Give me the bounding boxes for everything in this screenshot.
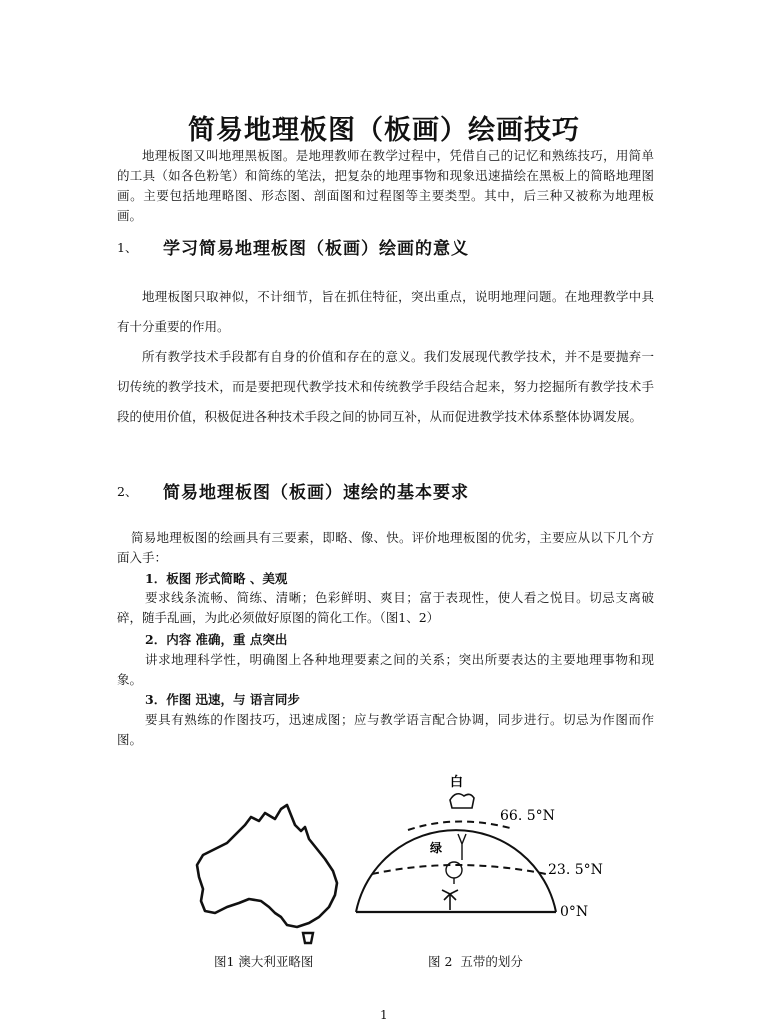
figure-2-five-zones-diagram (350, 770, 630, 945)
requirement-1-text: 要求线条流畅、简练、清晰；色彩鲜明、爽目；富于表现性，使人看之悦目。切忌支离破碎，随手乱画，为此必须做好原图的简化工作。（图1、2） (117, 590, 654, 625)
intro-paragraph: 地理板图又叫地理黑板图。是地理教师在教学过程中，凭借自己的记忆和熟练技巧，用简单的工具（如各色粉笔）和简练的笔法，把复杂的地理事物和现象迅速描绘在黑板上的简略地理图画。主要包括地理略图、形态图、剖面图和过程图等主要类型。其中，后三种又被称为地理板画。 (117, 148, 654, 223)
requirement-3-label: 3．作图 迅速，与 语言同步 (145, 692, 300, 707)
section1-number: 1、 (117, 240, 138, 255)
tasmania-outline (303, 933, 313, 943)
green-zone-label: 绿 (430, 841, 443, 855)
equator-label: 0°N (560, 904, 589, 920)
requirement-2-label: 2．内容 准确，重 点突出 (145, 632, 288, 647)
section1-paragraph-1: 地理板图只取神似，不计细节，旨在抓住特征，突出重点，说明地理问题。在地理教学中具有十分重要的作用。 (117, 289, 654, 334)
figure-2-caption: 图 2 五带的划分 (428, 954, 523, 969)
tree-icon (446, 862, 462, 878)
white-zone-label: 白 (450, 775, 464, 790)
section2-number: 2、 (117, 484, 138, 499)
requirement-1-label: 1．板图 形式简略 、美观 (145, 571, 288, 586)
section2-intro: 简易地理板图的绘画具有三要素，即略、像、快。评价地理板图的优劣，主要应从以下几个方面入手： (117, 530, 654, 565)
requirement-3-text: 要具有熟练的作图技巧，迅速成图；应与教学语言配合协调，同步进行。切忌为作图而作图。 (117, 712, 654, 747)
latitude-23-5-label: 23. 5°N (548, 862, 603, 878)
polar-bear-icon (450, 794, 474, 808)
section1-heading: 学习简易地理板图（板画）绘画的意义 (163, 239, 469, 259)
figure-1-caption: 图1 澳大利亚略图 (214, 954, 314, 969)
section1-paragraph-2: 所有教学技术手段都有自身的价值和存在的意义。我们发展现代教学技术，并不是要抛弃一切传统的教学技术，而是要把现代教学技术和传统教学手段结合起来，努力挖掘所有教学技术手段的使用价值，积极促进各种技术手段之间的协同互补，从而促进教学技术体系整体协调发展。 (117, 349, 654, 424)
section2-heading: 简易地理板图（板画）速绘的基本要求 (163, 483, 469, 503)
document-title: 简易地理板图（板画）绘画技巧 (188, 115, 580, 146)
australia-outline (197, 805, 337, 927)
requirement-2-text: 讲求地理科学性，明确图上各种地理要素之间的关系；突出所要表达的主要地理事物和现象。 (117, 652, 654, 687)
page-number: 1 (380, 1008, 388, 1022)
palm-tree-icon (442, 890, 458, 910)
broadleaf-tree-icon (458, 834, 466, 860)
figure-1-australia-map (185, 795, 375, 955)
latitude-66-5-label: 66. 5°N (500, 808, 555, 824)
